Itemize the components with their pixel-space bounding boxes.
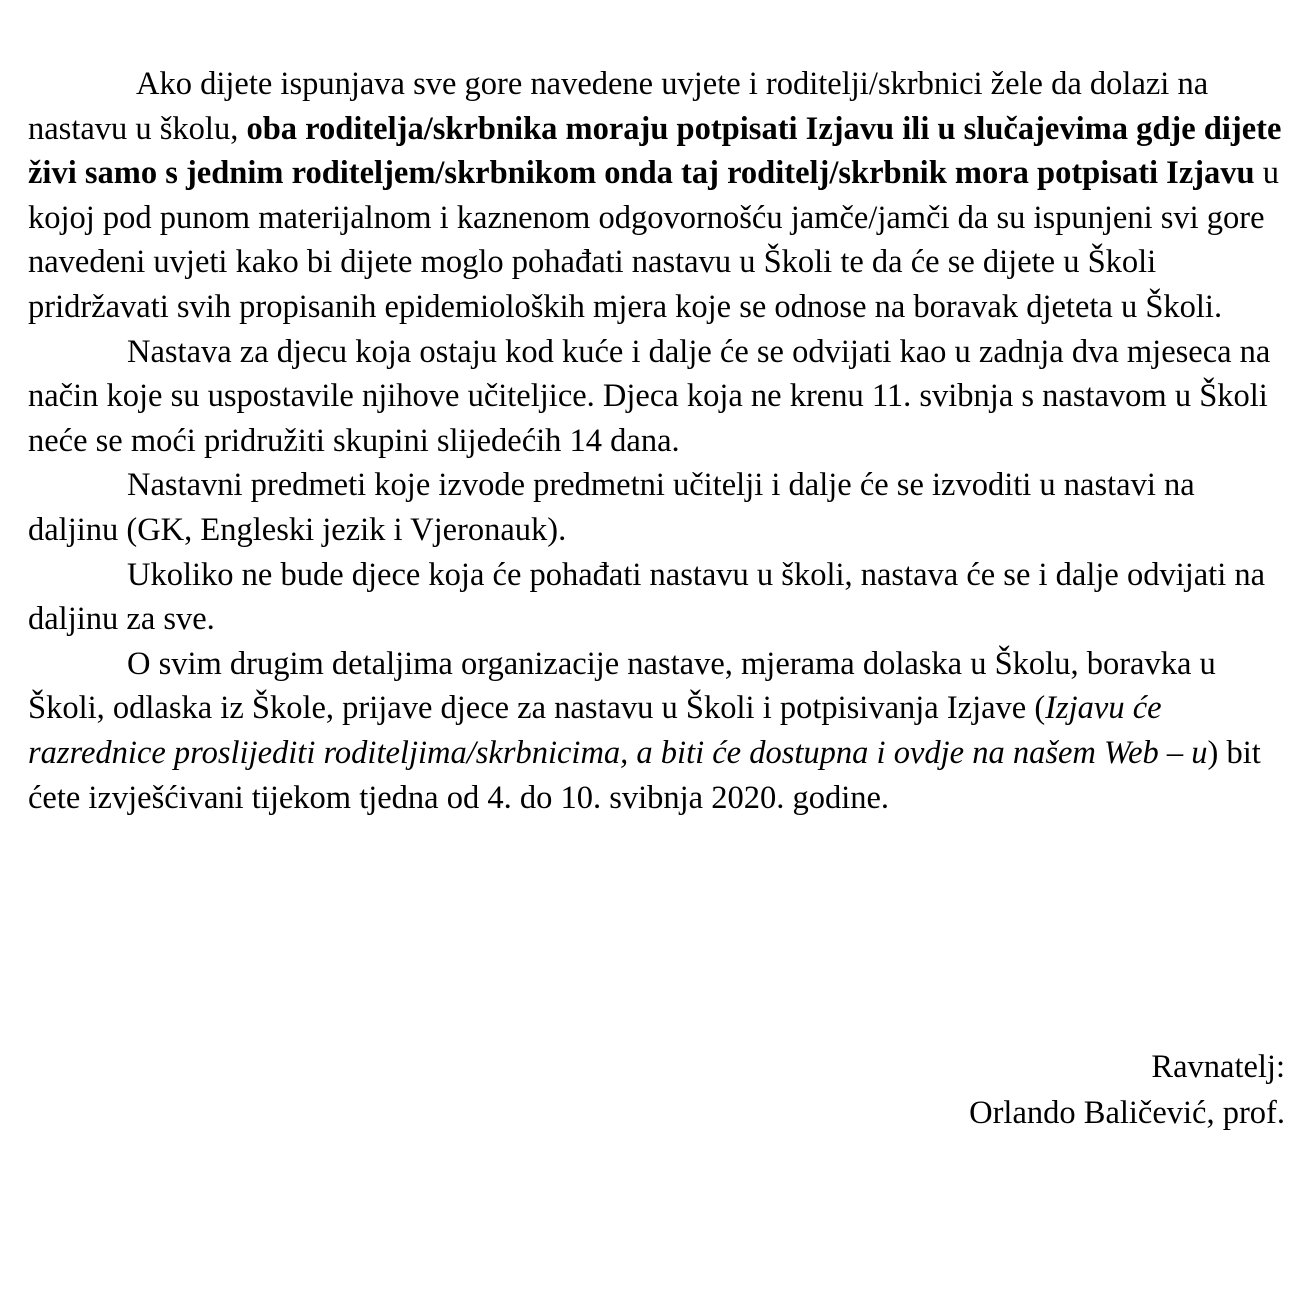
paragraph-5-italic-note: Izjavu će razrednice proslijediti roditeljima/skrbnicima, a biti će dostupna i ovdje na našem Web – u bbox=[28, 690, 1208, 771]
paragraph-attendance-conditions bbox=[28, 62, 1284, 330]
paragraph-3-text: Nastavni predmeti koje izvode predmetni učitelji i dalje će se izvoditi u nastavi na daljinu (GK, Engleski jezik i Vjeronauk). bbox=[28, 467, 1195, 548]
paragraph-no-attendance bbox=[28, 553, 1284, 642]
paragraph-2-text: Nastava za djecu koja ostaju kod kuće i dalje će se odvijati kao u zadnja dva mjeseca na način koje su uspostavile njihove učiteljice. Djeca koja ne krenu 11. svibnja s nastavom u Školi neće se moći pridružiti skupini slijedećih 14 dana. bbox=[28, 333, 1271, 459]
paragraph-1-emphasis: oba roditelja/skrbnika moraju potpisati Izjavu ili u slučajevima gdje dijete živi samo s jednim roditeljem/skrbnikom onda taj roditelj/skrbnik mora potpisati Izjavu bbox=[28, 110, 1282, 192]
paragraph-1-intro: Ako dijete ispunjava sve gore navedene uvjete i roditelji/skrbnici žele da dolazi na nastavu u školu, bbox=[28, 66, 1209, 147]
signature-name: Orlando Baličević, prof. bbox=[969, 1095, 1285, 1131]
paragraph-4-text: Ukoliko ne bude djece koja će pohađati nastavu u školi, nastava će se i dalje odvijati na daljinu za sve. bbox=[28, 556, 1266, 638]
paragraph-5-intro: O svim drugim detaljima organizacije nastave, mjerama dolaska u Školu, boravka u Školi, odlaska iz Škole, prijave djece za nastavu u Školi i potpisivanja Izjave ( bbox=[28, 645, 1216, 727]
paragraph-further-details bbox=[28, 642, 1284, 820]
paragraph-subject-teachers bbox=[28, 463, 1284, 552]
signature-title: Ravnatelj: bbox=[1151, 1049, 1285, 1085]
paragraph-home-learning bbox=[28, 330, 1284, 464]
document-body bbox=[28, 62, 1284, 820]
paragraph-5-conclusion: ) bit ćete izvješćivani tijekom tjedna od 4. do 10. svibnja 2020. godine. bbox=[28, 734, 1261, 816]
signature-block bbox=[969, 1044, 1285, 1136]
paragraph-1-conclusion: u kojoj pod punom materijalnom i kaznenom odgovornošću jamče/jamči da su ispunjeni svi gore navedeni uvjeti kako bi dijete moglo pohađati nastavu u Školi te da će se dijete u Školi pridržavati svih propisanih epidemioloških mjera koje se odnose na boravak djeteta u Školi. bbox=[28, 155, 1280, 325]
